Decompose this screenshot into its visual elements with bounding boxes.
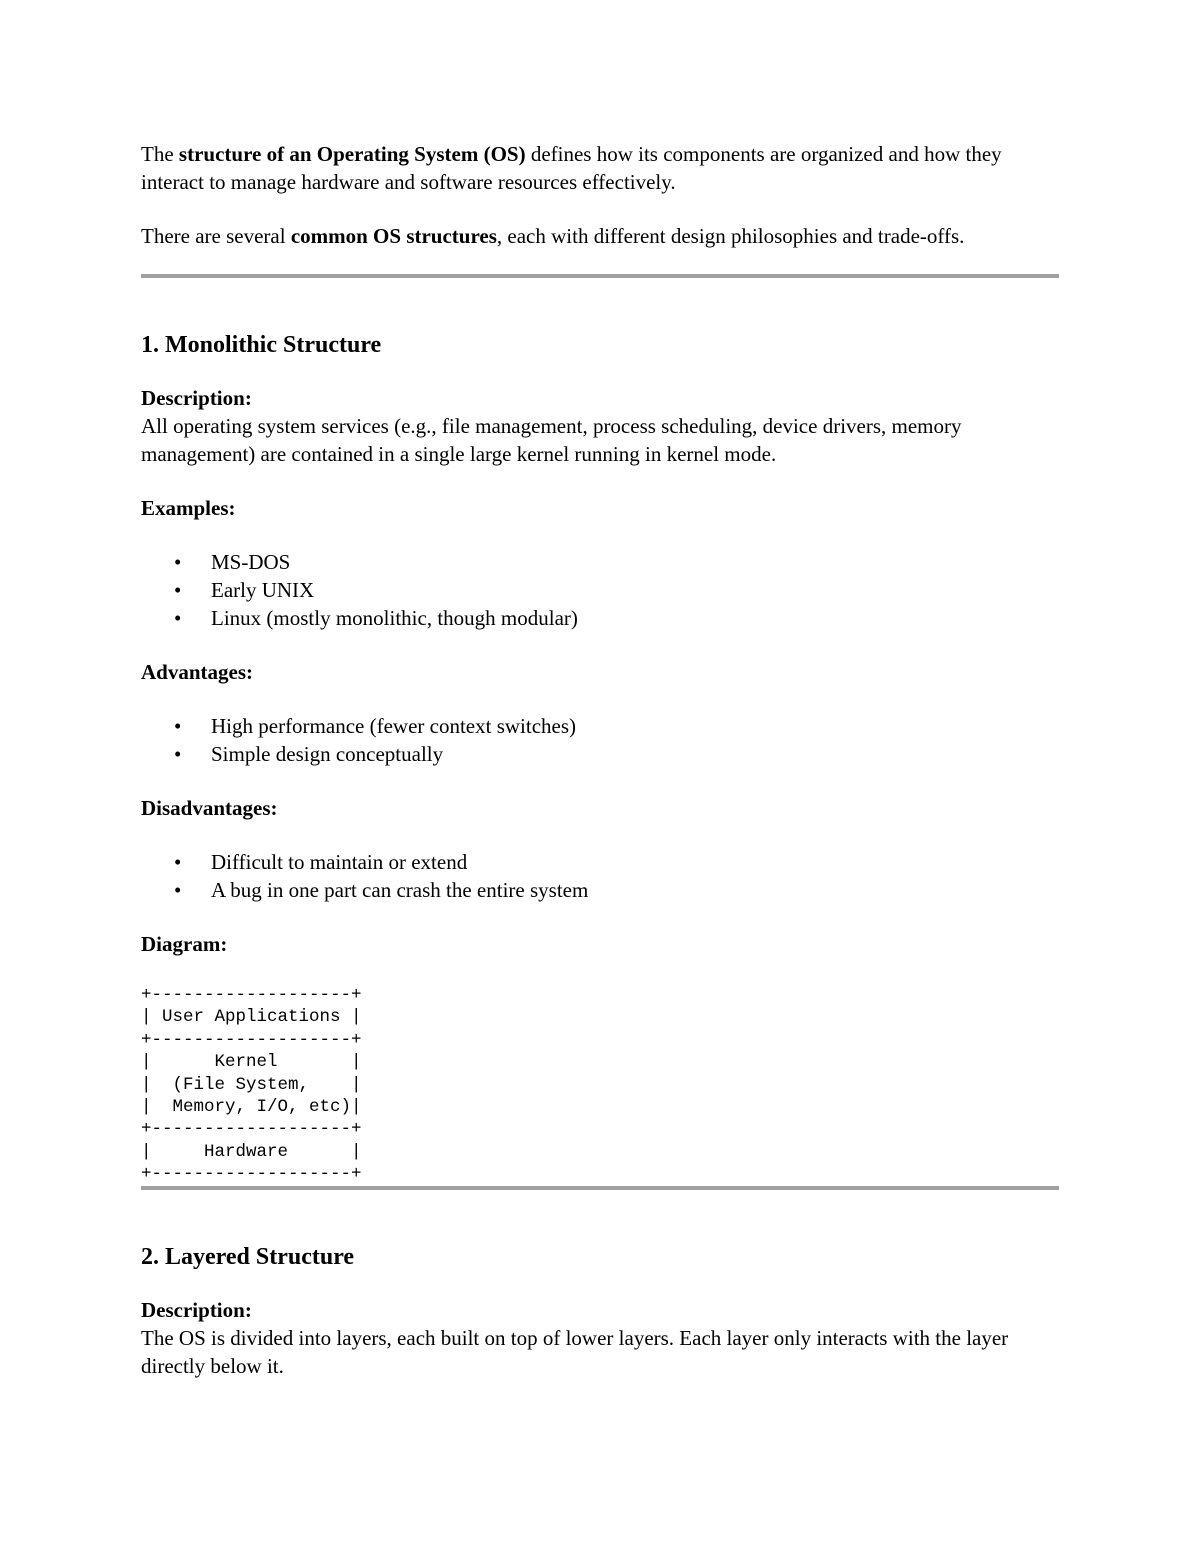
intro-bold-term-2: common OS structures <box>290 224 497 248</box>
disadvantages-label: Disadvantages: <box>141 796 278 820</box>
section-heading-layered: 2. Layered Structure <box>141 1243 355 1270</box>
section-heading-monolithic: 1. Monolithic Structure <box>141 332 382 358</box>
list-item: • MS-DOS <box>141 548 1059 576</box>
advantages-label: Advantages: <box>141 660 254 684</box>
description-text: All operating system services (e.g., file management, process scheduling, device drivers, memory management) are contained in a single large kernel running in kernel mode. <box>141 414 962 466</box>
disadvantages-list <box>141 848 1059 904</box>
list-item: • Simple design conceptually <box>141 740 1059 768</box>
horizontal-rule <box>141 1186 1059 1190</box>
list-item: • Early UNIX <box>141 576 1059 604</box>
description-label: Description: <box>141 1297 252 1322</box>
document-page <box>141 140 1059 1380</box>
ascii-diagram: +-------------------+ | User Applications | +-------------------+ | Kernel | | (File System, | | Memory, I/O, etc)| +-------------------+ | Hardware | +-------------------+ <box>141 985 362 1185</box>
list-item: • Difficult to maintain or extend <box>141 848 1059 876</box>
advantages-list <box>141 712 1059 768</box>
diagram-label: Diagram: <box>141 932 228 956</box>
examples-list <box>141 548 1059 632</box>
horizontal-rule <box>141 274 1059 278</box>
examples-label: Examples: <box>141 496 236 520</box>
intro-paragraph-2: There are several common OS structures, each with different design philosophies and trade-offs. <box>141 224 965 248</box>
list-item: • Linux (mostly monolithic, though modular) <box>141 604 1059 632</box>
description-text: The OS is divided into layers, each built on top of lower layers. Each layer only interacts with the layer directly below it. <box>141 1325 1009 1378</box>
list-item: • A bug in one part can crash the entire system <box>141 876 1059 904</box>
intro-paragraph-1: The structure of an Operating System (OS) defines how its components are organized and how they interact to manage hardware and software resources effectively. <box>141 142 1002 194</box>
list-item: • High performance (fewer context switches) <box>141 712 1059 740</box>
intro-bold-term: structure of an Operating System (OS) <box>178 142 526 166</box>
description-label: Description: <box>141 386 252 410</box>
